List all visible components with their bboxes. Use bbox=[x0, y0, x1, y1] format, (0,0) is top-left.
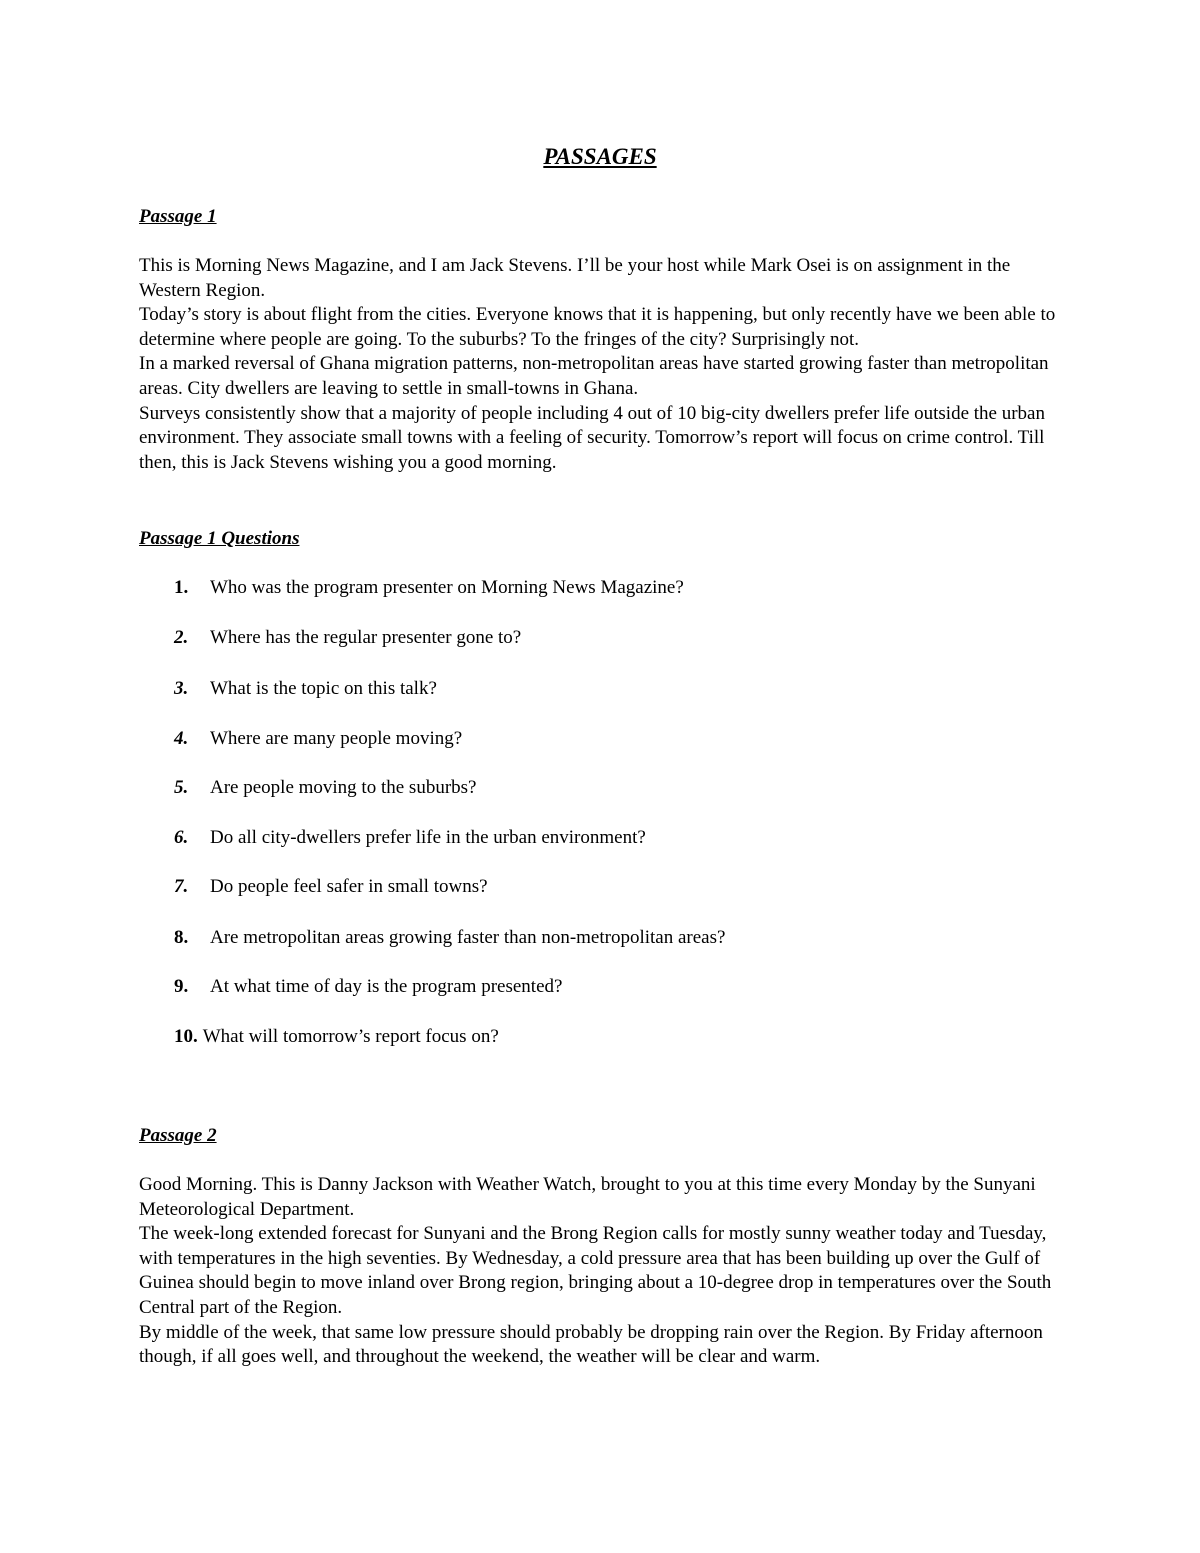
passage-1-heading: Passage 1 bbox=[139, 206, 217, 227]
passage-2-heading: Passage 2 bbox=[139, 1125, 217, 1146]
question-text: At what time of day is the program presented? bbox=[210, 976, 563, 997]
question-text: What is the topic on this talk? bbox=[210, 678, 437, 699]
question-number: 2. bbox=[174, 627, 189, 648]
question-5 bbox=[174, 775, 476, 801]
passage-2-paragraph-3: By middle of the week, that same low pressure should probably be dropping rain over the Region. By Friday afternoon though, if all goes well, and throughout the weekend, the weather will be clear and warm. bbox=[139, 1321, 1043, 1368]
question-6 bbox=[174, 825, 646, 851]
question-10 bbox=[174, 1024, 499, 1050]
passage-2-body bbox=[139, 1173, 1069, 1370]
passage-1-paragraph-3: In a marked reversal of Ghana migration patterns, non-metropolitan areas have started growing faster than metropolitan areas. City dwellers are leaving to settle in small-towns in Ghana. bbox=[139, 353, 1049, 399]
question-number: 3. bbox=[174, 678, 189, 699]
question-3 bbox=[174, 676, 437, 702]
question-text: Do all city-dwellers prefer life in the urban environment? bbox=[210, 827, 646, 848]
question-number: 6. bbox=[174, 827, 189, 848]
question-number: 7. bbox=[174, 876, 189, 897]
question-number: 9. bbox=[174, 976, 189, 997]
passage-1-paragraph-4: Surveys consistently show that a majority of people including 4 out of 10 big-city dwellers prefer life outside the urban environment. They associate small towns with a feeling of security. Tomorrow’s report will focus on crime control. Till then, this is Jack Stevens wishing you a good morning. bbox=[139, 402, 1045, 473]
question-number: 8. bbox=[174, 927, 189, 948]
question-8 bbox=[174, 925, 725, 951]
question-4 bbox=[174, 726, 462, 752]
question-text: Are metropolitan areas growing faster than non-metropolitan areas? bbox=[210, 927, 726, 948]
question-text: Where are many people moving? bbox=[210, 728, 463, 749]
question-7 bbox=[174, 874, 488, 900]
question-text: Who was the program presenter on Morning News Magazine? bbox=[210, 577, 684, 598]
document-title: PASSAGES bbox=[543, 144, 657, 169]
question-number: 5. bbox=[174, 777, 189, 798]
question-number: 1. bbox=[174, 577, 189, 598]
question-text: What will tomorrow’s report focus on? bbox=[202, 1026, 499, 1047]
question-number: 4. bbox=[174, 728, 189, 749]
question-number: 10. bbox=[174, 1026, 198, 1047]
passage-1-questions-heading: Passage 1 Questions bbox=[139, 528, 300, 549]
passage-2-paragraph-2: The week-long extended forecast for Sunyani and the Brong Region calls for mostly sunny weather today and Tuesday, with temperatures in the high seventies. By Wednesday, a cold pressure area that has been building up over the Gulf of Guinea should begin to move inland over Brong region, bringing about a 10-degree drop in temperatures over the South Central part of the Region. bbox=[139, 1223, 1052, 1318]
question-2 bbox=[174, 625, 521, 651]
passage-2-paragraph-1: Good Morning. This is Danny Jackson with Weather Watch, brought to you at this time every Monday by the Sunyani Meteorological Department. bbox=[139, 1174, 1036, 1220]
question-text: Where has the regular presenter gone to? bbox=[210, 627, 522, 648]
question-1 bbox=[174, 575, 684, 601]
passage-1-paragraph-1: This is Morning News Magazine, and I am Jack Stevens. I’ll be your host while Mark Osei is on assignment in the Western Region. bbox=[139, 255, 1011, 301]
question-9 bbox=[174, 974, 562, 1000]
passage-1-paragraph-2: Today’s story is about flight from the cities. Everyone knows that it is happening, but only recently have we been able to determine where people are going. To the suburbs? To the fringes of the city? Surprisingly not. bbox=[139, 304, 1056, 350]
question-text: Are people moving to the suburbs? bbox=[210, 777, 477, 798]
question-text: Do people feel safer in small towns? bbox=[210, 876, 488, 897]
passage-1-body bbox=[139, 254, 1069, 475]
